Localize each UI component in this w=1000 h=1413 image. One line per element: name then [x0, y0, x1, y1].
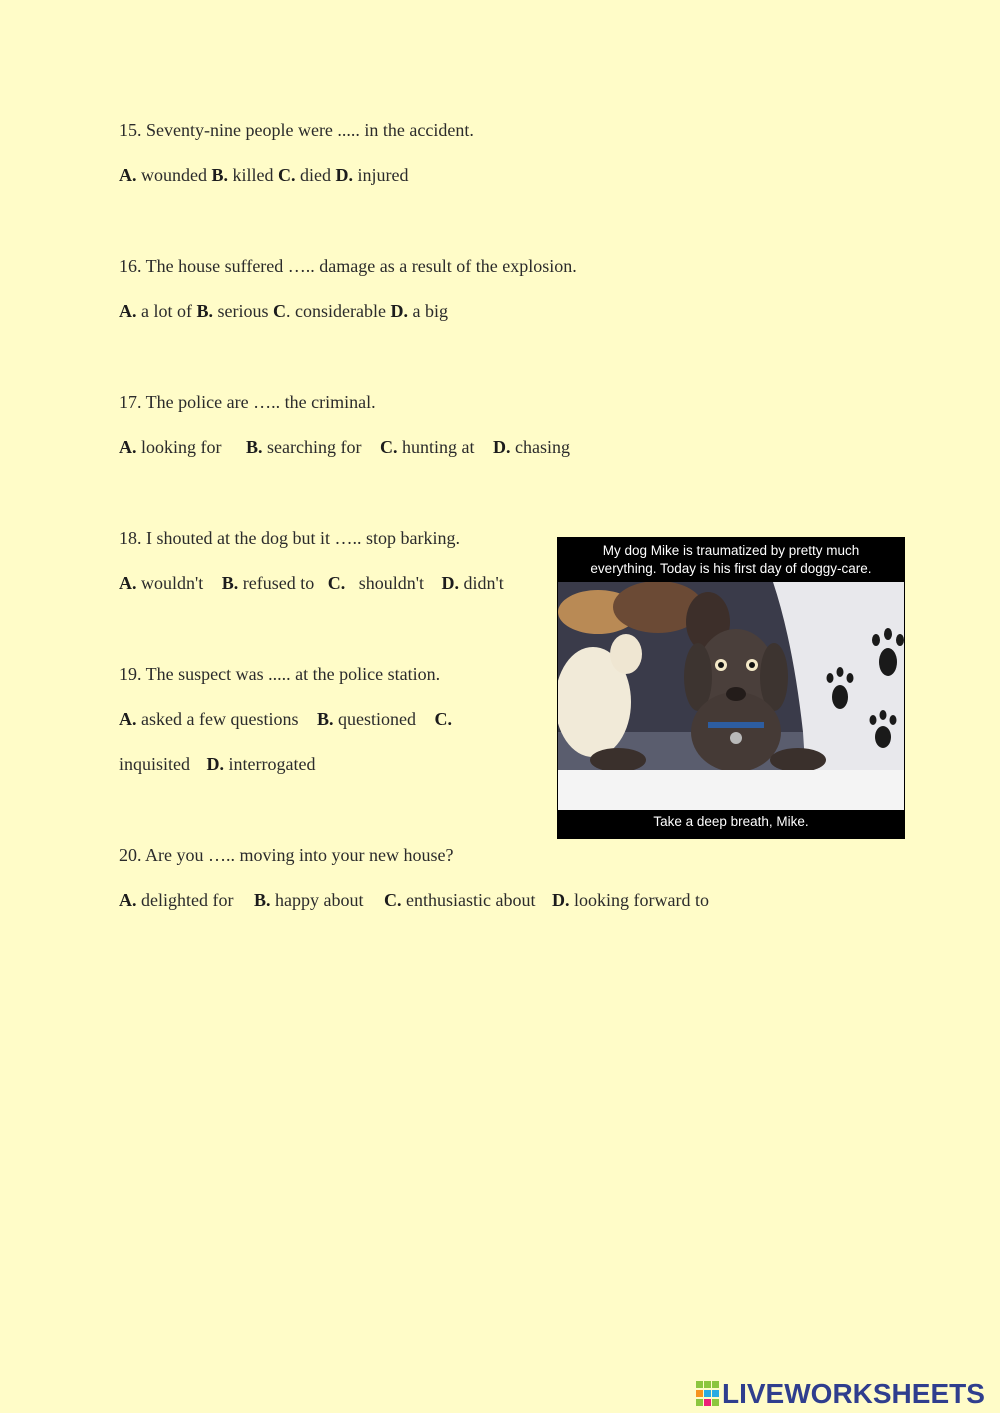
question-19-options-line1	[119, 708, 452, 730]
option-text: killed	[232, 165, 274, 185]
option-text: didn't	[463, 573, 504, 593]
question-18-stem: 18. I shouted at the dog but it ….. stop barking.	[119, 528, 460, 548]
option-letter: B.	[253, 890, 271, 910]
dog-photo	[558, 582, 904, 810]
option-letter: D.	[441, 573, 459, 593]
option-letter: C.	[434, 709, 452, 729]
question-15-options	[119, 164, 409, 186]
option-text: a lot of	[141, 301, 192, 321]
option-letter: A.	[119, 165, 137, 185]
meme-caption-top	[557, 542, 905, 578]
option-letter: B.	[221, 573, 239, 593]
liveworksheets-logo	[696, 1378, 985, 1410]
question-16-options	[119, 300, 448, 322]
question-16-stem: 16. The house suffered ….. damage as a result of the explosion.	[119, 256, 577, 276]
meme-caption-top-line2: everything. Today is his first day of doggy-care.	[590, 561, 872, 576]
option-letter: D.	[390, 301, 408, 321]
question-18-options	[119, 572, 504, 594]
option-text: interrogated	[228, 754, 316, 774]
liveworksheets-logo-text: LIVEWORKSHEETS	[722, 1378, 985, 1409]
option-text: inquisited	[119, 754, 190, 774]
question-19-stem: 19. The suspect was ..... at the police station.	[119, 664, 441, 684]
option-letter: B.	[211, 165, 229, 185]
option-letter: C	[273, 301, 287, 321]
option-text: delighted for	[141, 890, 234, 910]
option-text: died	[300, 165, 332, 185]
question-17-stem: 17. The police are ….. the criminal.	[119, 392, 376, 412]
option-text: . considerable	[286, 301, 386, 321]
option-text: serious	[217, 301, 269, 321]
question-15-stem: 15. Seventy-nine people were ..... in the accident.	[119, 120, 474, 140]
question-19-options-line2	[119, 753, 315, 775]
option-text: a big	[412, 301, 448, 321]
option-text: happy about	[275, 890, 364, 910]
option-text: looking forward to	[573, 890, 709, 910]
option-letter: D.	[206, 754, 224, 774]
option-letter: D.	[335, 165, 354, 185]
option-letter: A.	[119, 709, 137, 729]
question-20-options	[119, 889, 709, 911]
option-text: shouldn't	[358, 573, 424, 593]
option-text: refused to	[242, 573, 315, 593]
question-17-options	[119, 436, 570, 458]
option-letter: D.	[492, 437, 511, 457]
option-text: questioned	[337, 709, 416, 729]
option-letter: A.	[119, 437, 137, 457]
option-text: injured	[357, 165, 409, 185]
option-letter: D.	[551, 890, 570, 910]
option-letter: C.	[379, 437, 398, 457]
option-text: asked a few questions	[141, 709, 299, 729]
option-letter: B.	[316, 709, 334, 729]
option-letter: B.	[246, 437, 263, 457]
option-letter: A.	[119, 890, 137, 910]
liveworksheets-logo-icon	[696, 1381, 720, 1407]
option-text: enthusiastic about	[405, 890, 536, 910]
option-text: searching for	[267, 437, 362, 457]
question-20-stem: 20. Are you ….. moving into your new house?	[119, 845, 454, 865]
option-letter: B.	[196, 301, 214, 321]
option-letter: A.	[119, 301, 137, 321]
option-text: wouldn't	[141, 573, 204, 593]
option-letter: C.	[327, 573, 346, 593]
option-letter: C.	[383, 890, 402, 910]
option-letter: C.	[278, 165, 296, 185]
meme-caption-bottom: Take a deep breath, Mike.	[653, 814, 809, 829]
option-text: looking for	[141, 437, 222, 457]
option-text: chasing	[514, 437, 570, 457]
meme-caption-top-line1: My dog Mike is traumatized by pretty much	[602, 543, 860, 558]
option-text: wounded	[141, 165, 207, 185]
dog-meme-image	[557, 537, 905, 839]
option-text: hunting at	[401, 437, 475, 457]
option-letter: A.	[119, 573, 137, 593]
